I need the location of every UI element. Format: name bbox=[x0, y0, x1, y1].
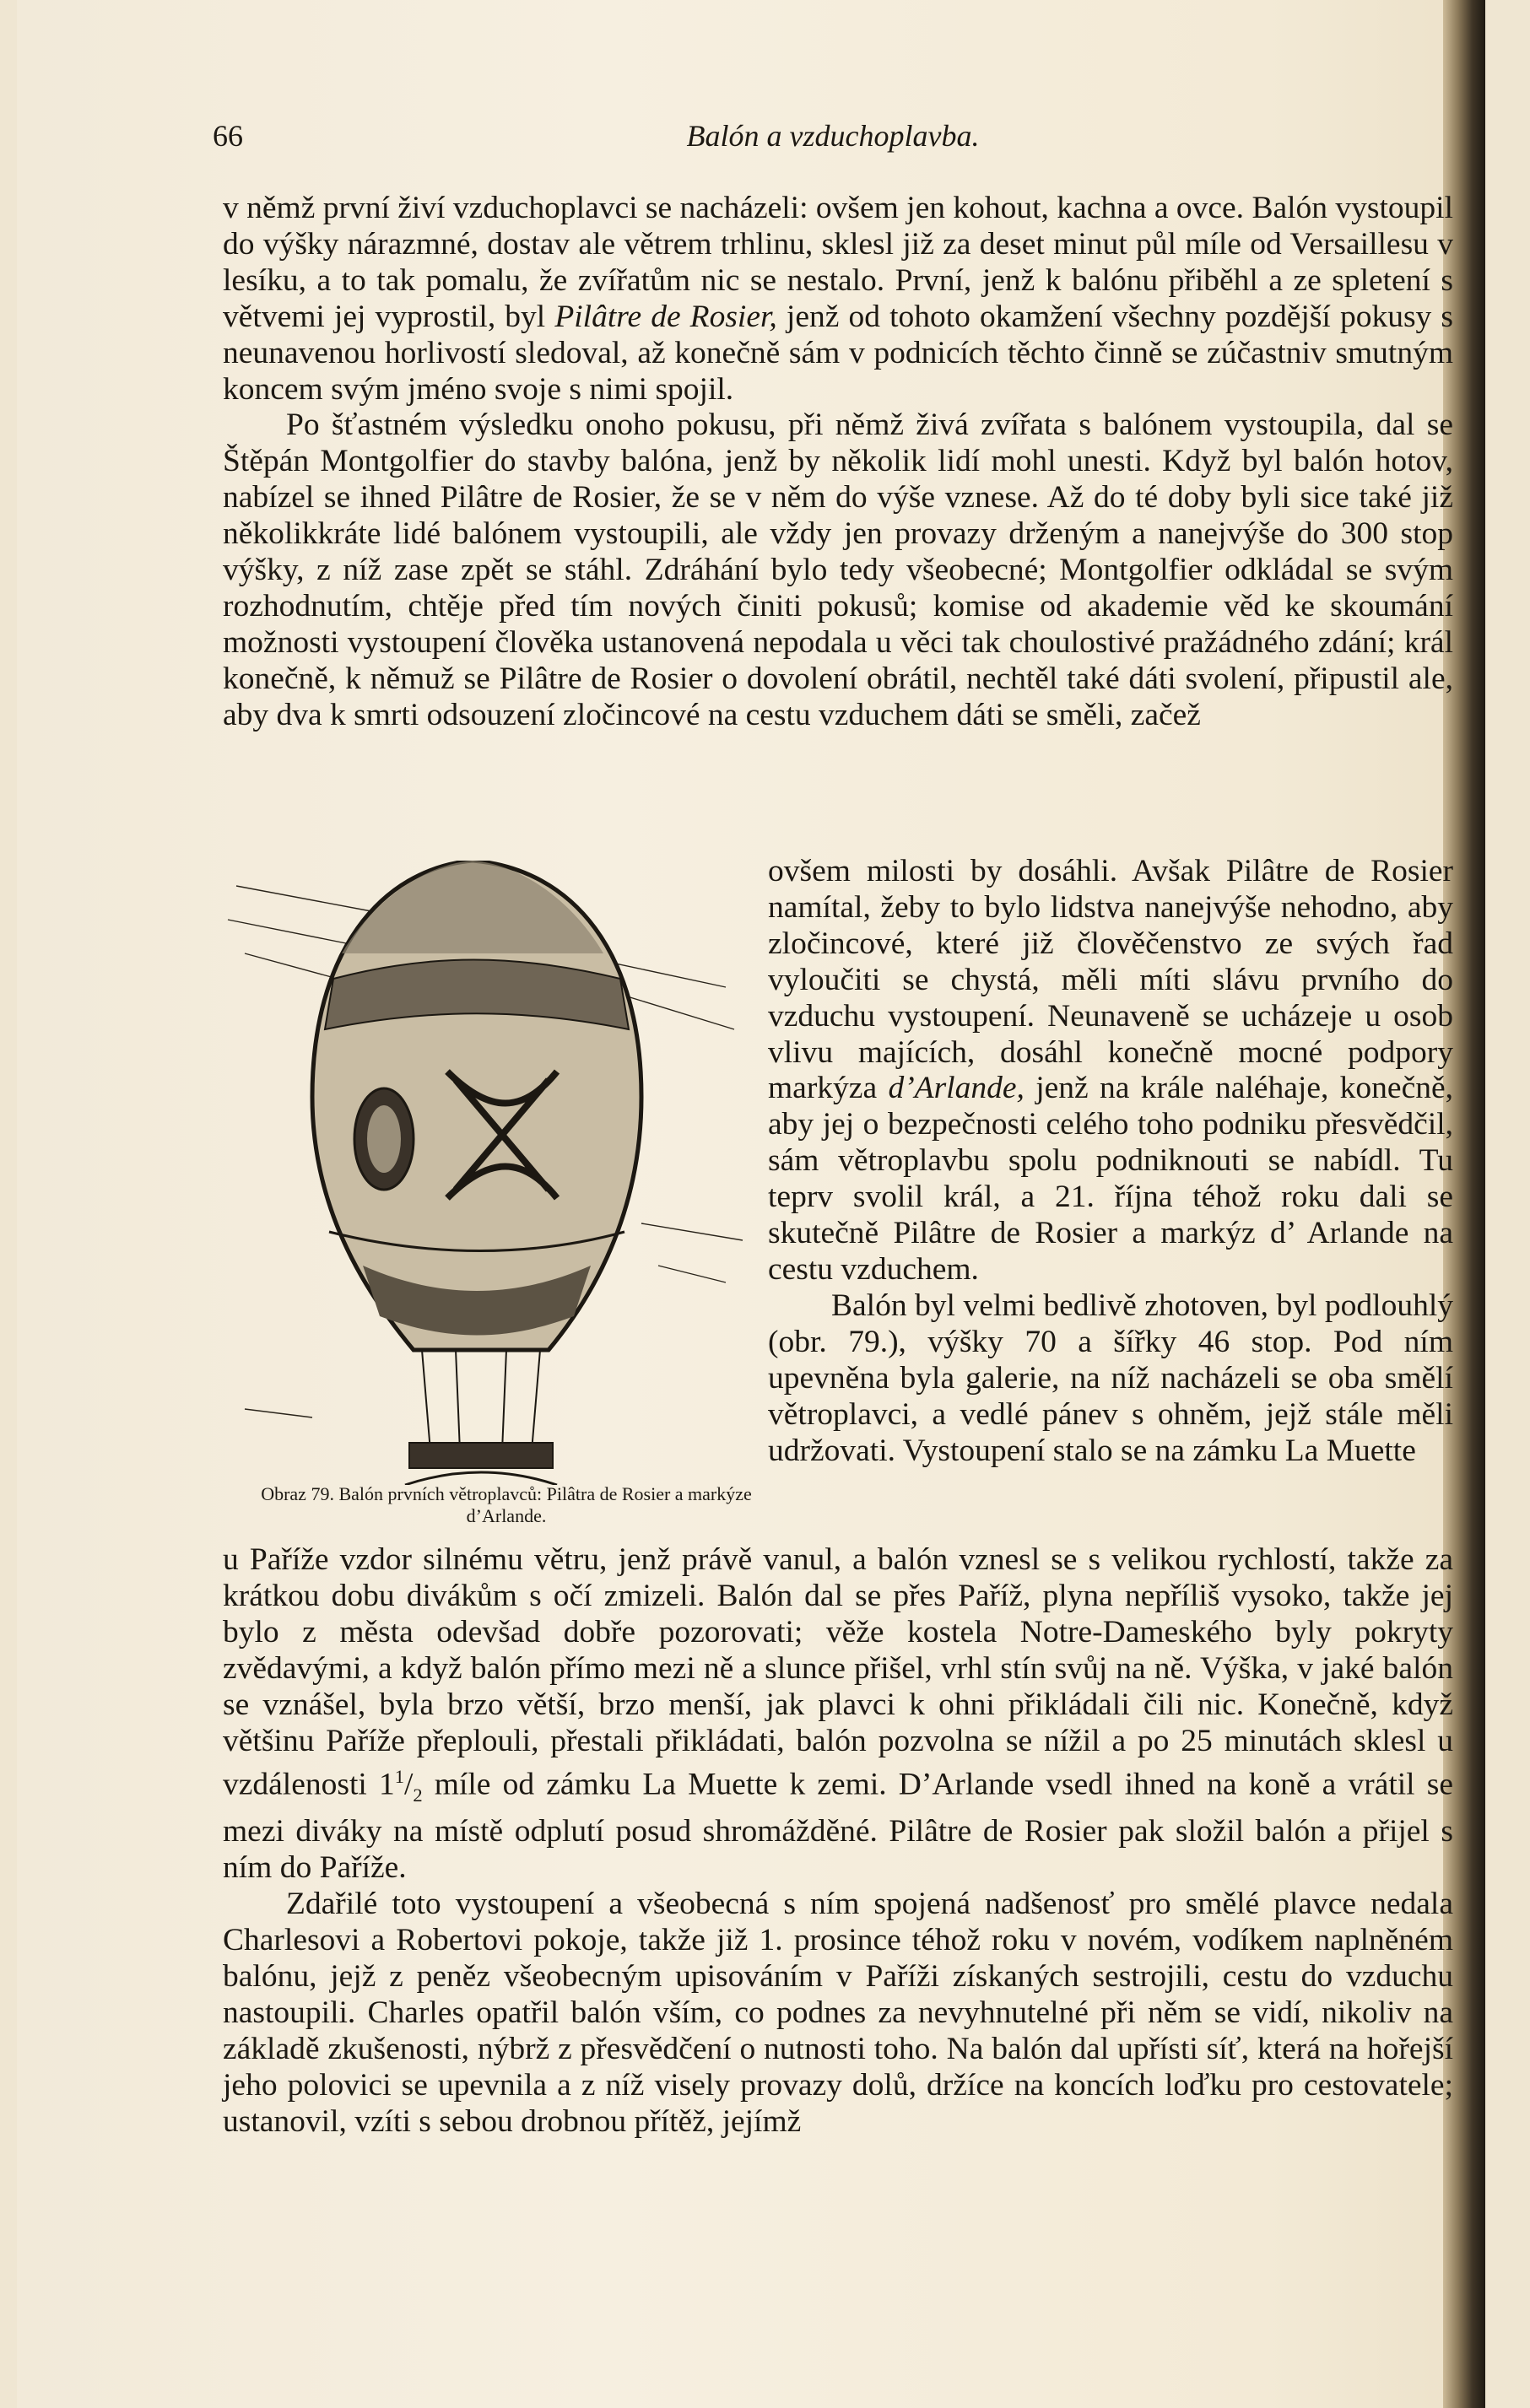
person-name: d’Arlande, bbox=[888, 1071, 1025, 1106]
figure-caption: Obraz 79. Balón prvních větroplavců: Pilâtra de Rosier a markýze d’Arlande. bbox=[261, 1483, 752, 1526]
fraction-denominator: 2 bbox=[413, 1784, 423, 1806]
paragraph: u Paříže vzdor silnému větru, jenž právě vanul, a balón vznesl se s velikou rychlostí, takže za krátkou dobu divákům s očí zmizeli. Balón dal se přes Paříž, plyna nepříliš vysoko, takže jej bylo z města odevšad dobře pozorovati; věže kostela Notre-Dameského byly pokryty zvědavými, a když balón přímo mezi ně a slunce přišel, vrhl stín svůj na ně. Výška, v jaké balón se vznášel, byla brzo větší, brzo menší, jak plavci k ohni přikládali čili nic. Konečně, když většinu Paříže přeplouli, přestali přikládati, balón pozvolna se nížil a po 25 minutách sklesl u vzdálenosti $1^1/_2$ míle od zámku La Muette k zemi. D’Arlande vsedl ihned na koně a vrátil se mezi diváky na místě odplutí posud shromážděné. Pilâtre de Rosier pak složil balón a přijel s ním do Paříže. bbox=[223, 1542, 1454, 1886]
paragraph: v němž první živí vzduchoplavci se nacházeli: ovšem jen kohout, kachna a ovce. Balón vystoupil do výšky nárazmné, dostav ale větrem trhlinu, sklesl již za deset minut půl míle od Versaillesu v lesíku, a to tak pomalu, že zvířatům nic se nestalo. První, jenž k balónu přiběhl a ze spletení s větvemi jej vyprostil, byl Pilâtre de Rosier, jenž od tohoto okamžení všechny pozdější pokusy s neunavenou horlivostí sledoval, až konečně sám v podnicích těchto činně se zúčastniv smutným koncem svým jméno svoje s nimi spojil. bbox=[223, 191, 1453, 407]
page-number: 66 bbox=[213, 119, 243, 153]
paragraph: Balón byl velmi bedlivě zhotoven, byl podlouhlý (obr. 79.), výšky 70 a šířky 46 stop. Pod ním upevněna byla galerie, na níž nacházeli se oba smělí větroplavci, a vedlé pánev s ohněm, jejž stále měli udržovati. Vystoupení stalo se na zámku La Muette bbox=[768, 1288, 1453, 1468]
running-title: Balón a vzduchoplavba. bbox=[686, 119, 980, 153]
text-block-top bbox=[223, 191, 1453, 734]
figure-balloon bbox=[219, 861, 760, 1536]
paragraph: Po šťastném výsledku onoho pokusu, při němž živá zvířata s balónem vystoupila, dal se Štěpán Montgolfier do stavby balóna, jenž by několik lidí mohl unesti. Když byl balón hotov, nabízel se ihned Pilâtre de Rosier, že se v něm do výše vznese. Až do té doby byli sice také již několikkráte lidé balónem vystoupili, ale vždy jen provazy drženým a nanejvýše do 300 stop výšky, z níž zase zpět se stáhl. Zdráhání bylo tedy všeobecné; Montgolfier odkládal se svým rozhodnutím, chtěje před tím nových činiti pokusů; komise od akademie věd ke skoumání možnosti vystoupení člověka ustanovená nepodala u věci tak choulostivé pražádného zdání; král konečně, k němuž se Pilâtre de Rosier o dovolení obrátil, nechtěl také dáti svolení, připustil ale, aby dva k smrti odsouzení zločincové na cestu vzduchem dáti se směli, začež bbox=[223, 408, 1453, 732]
text-block-right-of-figure bbox=[768, 854, 1453, 1469]
hot-air-balloon-icon bbox=[219, 861, 760, 1485]
person-name: Pilâtre de Rosier, bbox=[554, 299, 777, 334]
fraction-numerator: 1 bbox=[394, 1766, 404, 1788]
paragraph: ovšem milosti by dosáhli. Avšak Pilâtre de Rosier namítal, žeby to bylo lidstva nanejvýše nehodno, aby zločincové, které již člověčenstvo ze svých řad vyloučiti se chystá, měli míti slávu prvního do vzduchu vystoupení. Neunaveně se ucházeje u osob vlivu majících, dosáhl konečně mocné podpory markýza d’Arlande, jenž na krále naléhaje, konečně, aby jej o bezpečnosti celého toho podniku přesvědčil, sám větroplavbu spolu podniknouti se nabídl. Tu teprv svolil král, a 21. října téhož roku dali se skutečně Pilâtre de Rosier a markýz d’ Arlande na cestu vzduchem. bbox=[768, 854, 1453, 1287]
text-block-bottom bbox=[223, 1542, 1453, 2141]
book-page bbox=[17, 0, 1485, 2408]
paragraph: Zdařilé toto vystoupení a všeobecná s ním spojená nadšenosť pro smělé plavce nedala Charlesovi a Robertovi pokoje, takže již 1. prosince téhož roku v novém, vodíkem naplněném balónu, jejž z peněz všeobecným upisováním v Paříži získaných sestrojili, cestu do vzduchu nastoupili. Charles opatřil balón vším, co podnes za nevyhnutelné při něm se vidí, nikoliv na základě zkušenosti, nýbrž z přesvědčení o nutnosti toho. Na balón dal upřísti síť, která na hořejší jeho polovici se upevnila a z níž visely provazy dolů, držíce na koncích loďku pro cestovatele; ustanovil, vzíti s sebou drobnou přítěž, jejímž bbox=[223, 1887, 1453, 2139]
running-header bbox=[213, 118, 1453, 160]
